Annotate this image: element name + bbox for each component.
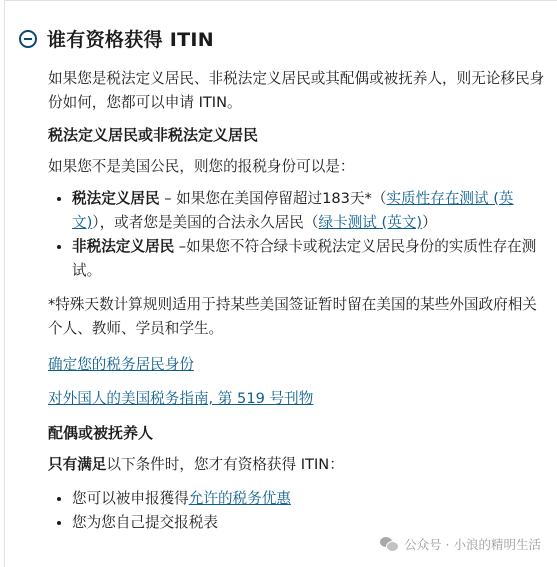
green-card-test-link[interactable]: 绿卡测试 (英文) [318, 214, 423, 231]
resident-heading: 税法定义居民或非税法定义居民 [48, 126, 259, 144]
pub519-link-row [48, 387, 548, 411]
filing-status-lead: 如果您不是美国公民，则您的报税身份可以是： [48, 158, 355, 175]
resident-alien-text-1: – 如果您在美国停留超过183天*（ [159, 190, 387, 207]
list-item-resident-alien [72, 187, 548, 235]
resident-alien-text-3: ） [422, 214, 437, 231]
allowable-tax-benefit-link[interactable]: 允许的税务优惠 [188, 490, 291, 507]
term-nonresident-alien: 非税法定义居民 [72, 238, 175, 255]
tax-benefit-text: 您可以被申报獲得 [72, 490, 189, 507]
accordion-title[interactable]: 谁有资格获得 ITIN [47, 29, 214, 51]
accordion-header[interactable] [19, 25, 214, 52]
special-days-footnote: *特殊天数计算规则适用于持某些美国签证暂时留在美国的某些外国政府相关个人、教师、学员和学生。 [48, 296, 537, 337]
intro-paragraph: 如果您是税法定义居民、非税法定义居民或其配偶或被抚养人，则无论移民身份如何，您都可以申请 ITIN。 [48, 70, 545, 111]
accordion-content [48, 67, 548, 535]
resident-status-list [48, 187, 548, 283]
watermark [380, 535, 541, 553]
watermark-text: 公众号 · 小浪的精明生活 [404, 537, 541, 552]
term-resident-alien: 税法定义居民 [72, 190, 160, 207]
publication-519-link[interactable]: 对外国人的美国税务指南, 第 519 号刊物 [48, 390, 314, 407]
nonresident-alien-text: –如果您不符合绿卡或税法定义居民身份的实质性存在测试。 [72, 238, 537, 279]
eligibility-condition [48, 453, 548, 477]
condition-rest: 以下条件时，您才有资格获得 ITIN： [106, 456, 344, 473]
file-own-return-text: 您为您自己提交报税表 [72, 514, 218, 531]
list-item-file-own-return [72, 511, 548, 535]
wechat-icon [380, 537, 398, 551]
list-item-tax-benefit [72, 487, 548, 511]
resident-alien-text-2: ），或者您是美国的合法永久居民（ [92, 214, 319, 231]
list-item-nonresident-alien [72, 235, 548, 283]
residency-link-row [48, 353, 548, 377]
determine-tax-residency-link[interactable]: 确定您的税务居民身份 [48, 356, 194, 373]
minus-circle-icon[interactable] [19, 30, 37, 48]
substantial-presence-test-link[interactable]: 实质性存在测试 (英文) [72, 190, 514, 231]
itin-eligibility-accordion [4, 0, 557, 567]
spouse-dependent-heading: 配偶或被抚养人 [48, 424, 154, 442]
condition-bold: 只有满足 [48, 456, 107, 473]
condition-list [48, 487, 548, 535]
